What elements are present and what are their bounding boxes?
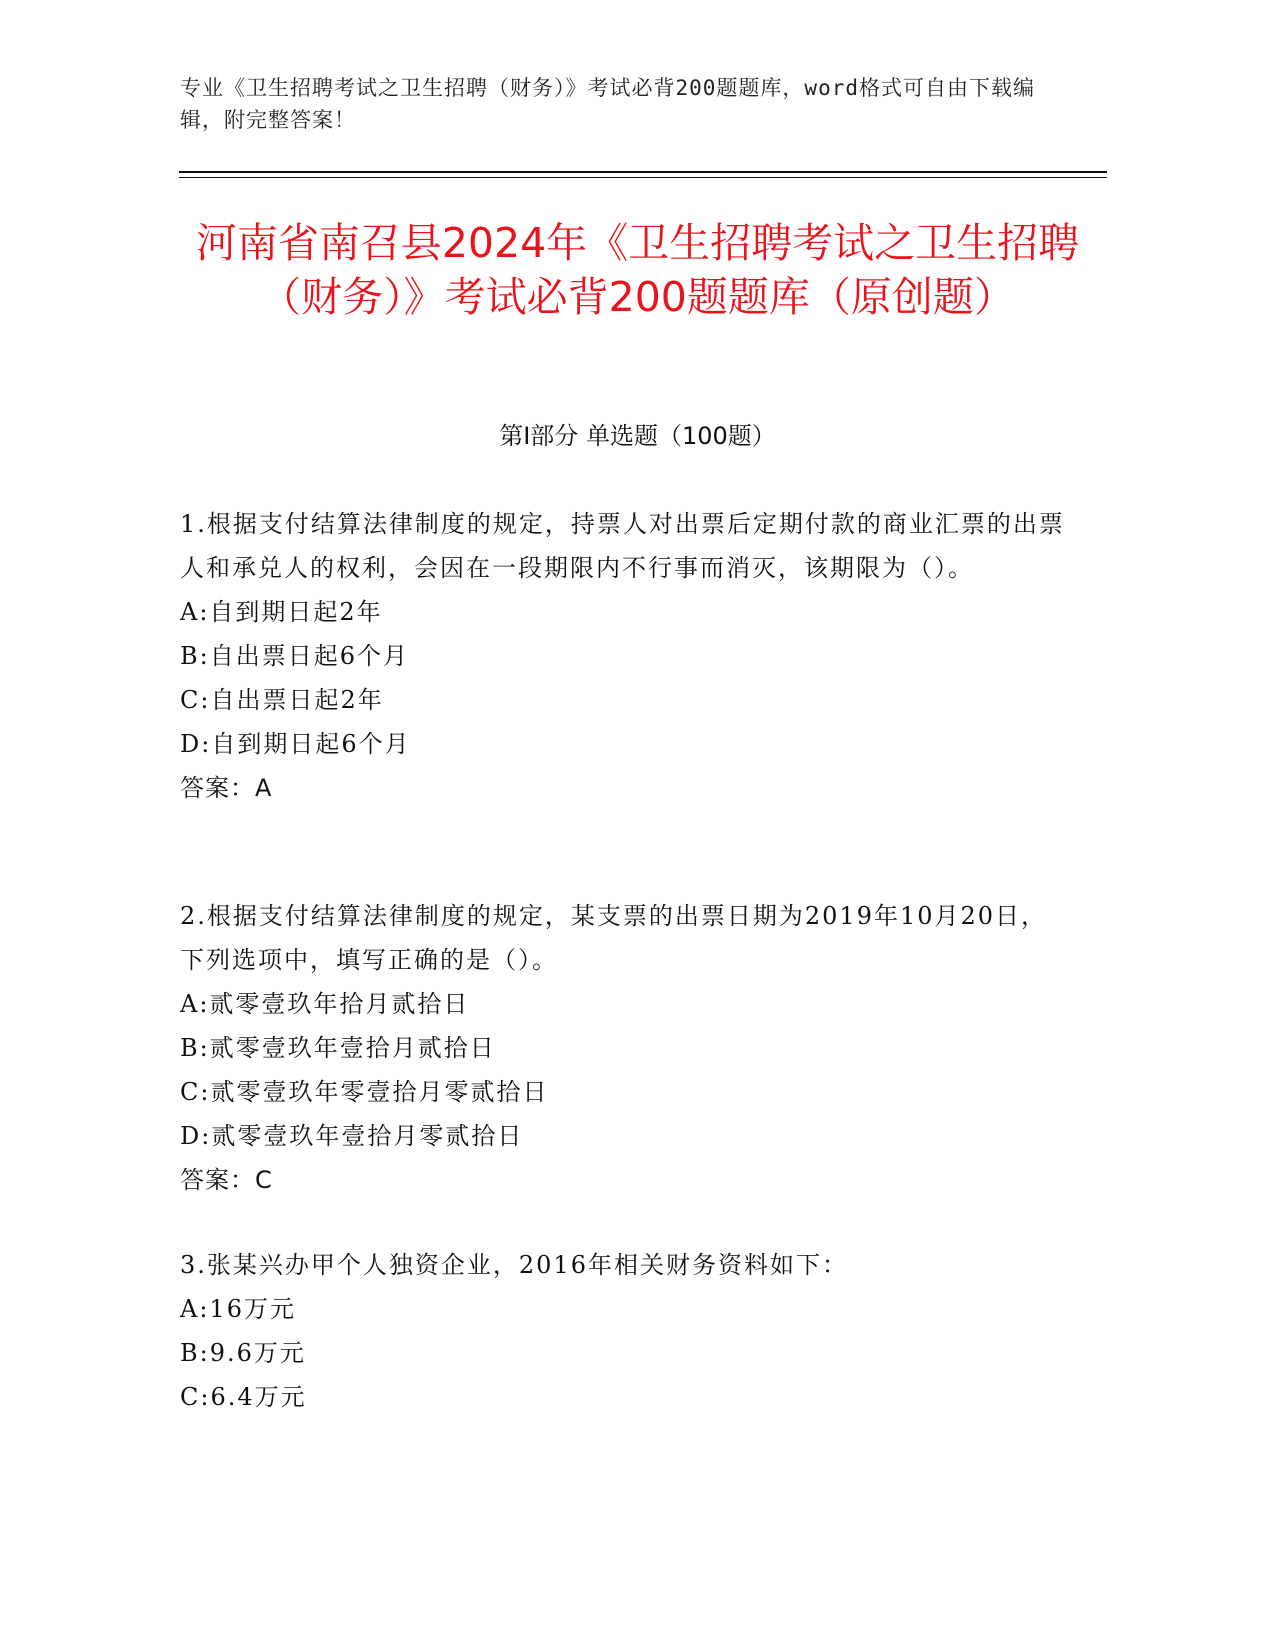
option-a: A:贰零壹玖年拾月贰拾日 <box>180 990 470 1018</box>
question-stem: 3.张某兴办甲个人独资企业，2016年相关财务资料如下： <box>180 1251 848 1279</box>
option-d: D:贰零壹玖年壹拾月零贰拾日 <box>180 1122 524 1150</box>
header-divider-thick <box>179 171 1107 173</box>
option-a: A:16万元 <box>180 1295 296 1323</box>
option-b: B:自出票日起6个月 <box>180 642 409 670</box>
document-title: 河南省南召县2024年《卫生招聘考试之卫生招聘（财务）》考试必背200题题库（原创题） <box>195 219 1080 321</box>
question-3 <box>180 1243 1070 1419</box>
header-note: 专业《卫生招聘考试之卫生招聘（财务）》考试必背200题题库，word格式可自由下载编辑，附完整答案！ <box>180 76 1035 132</box>
answer: 答案：A <box>180 774 273 802</box>
section-title: 第Ⅰ部分 单选题（100题） <box>499 422 776 450</box>
option-a: A:自到期日起2年 <box>180 598 383 626</box>
option-c: C:贰零壹玖年零壹拾月零贰拾日 <box>180 1078 549 1106</box>
option-d: D:自到期日起6个月 <box>180 730 411 758</box>
option-c: C:自出票日起2年 <box>180 686 384 714</box>
header-divider-thin <box>179 177 1107 178</box>
option-b: B:贰零壹玖年壹拾月贰拾日 <box>180 1034 496 1062</box>
option-c: C:6.4万元 <box>180 1383 307 1411</box>
question-stem: 1.根据支付结算法律制度的规定，持票人对出票后定期付款的商业汇票的出票人和承兑人的权利，会因在一段期限内不行事而消灭，该期限为（）。 <box>180 510 1065 582</box>
answer: 答案：C <box>180 1166 273 1194</box>
question-2 <box>180 894 1070 1202</box>
option-b: B:9.6万元 <box>180 1339 306 1367</box>
question-stem: 2.根据支付结算法律制度的规定，某支票的出票日期为2019年10月20日，下列选项中，填写正确的是（）。 <box>180 902 1048 974</box>
question-1 <box>180 502 1070 810</box>
